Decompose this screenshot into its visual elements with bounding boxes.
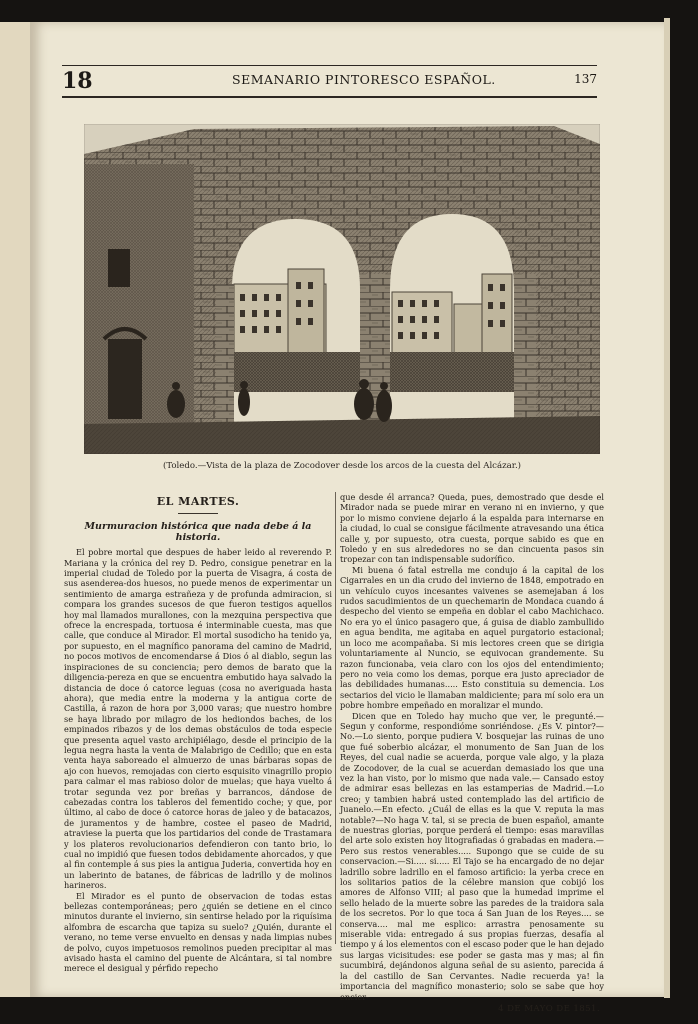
illustration-caption: (Toledo.—Vista de la plaza de Zocodover desde los arcos de la cuesta del Alcázar.) xyxy=(162,461,522,471)
issue-number: 18 xyxy=(62,68,93,94)
page-number: 137 xyxy=(574,72,597,86)
left-paragraph: El Mirador es el punto de observacion de todas estas bellezas contemporáneas; pero ¿quién se detiene en el cinco minutos durante el invierno, sin sentirse helado por la riquísima alfombra de escarcha que tapiza su suelo? ¿Quién, durante el verano, no teme verse envuelto en densas y nada limpias nubes de polvo, cuyos impetuosos remolinos pueden precipitar al mas avisado hasta el camino del puente de Alcántara, si tal nombre merece el desigual y pérfido repecho xyxy=(64,890,332,974)
issue-date: 4 DE MAYO DE 1851. xyxy=(498,1003,600,1014)
header-bottom-rule xyxy=(62,96,597,98)
right-paragraph: que desde él arranca? Queda, pues, demostrado que desde el Mirador nada se puede mirar en verano ni en invierno, y que por lo mismo conviene dejarlo á la espalda para internarse en la ciudad, lo cual se consigue fácilmente atravesando una ética calle y, por supuesto, otra cuesta, porque sabido es que en Toledo y en sus alrededores no se dan cincuenta pasos sin tropezar con tan indispensable sudorífico. xyxy=(340,492,604,565)
article-right-column xyxy=(340,492,604,1014)
right-paragraph: Mi buena ó fatal estrella me condujo á la capital de los Cigarrales en un dia crudo del invierno de 1848, empotrado en un vehículo cuyos incesantes vaivenes se asemejaban á los rudos sacudimientos de un quechemarin de Mondaca cuando á despecho del viento se empeña en doblar el cabo Machichaco. No era yo el único pasagero que, á guisa de diablo zambullido en agua bendita, me agitaba en aquel purgatorio estacional; un loco me acompañaba. Si mis lectores creen que se dirigia voluntariamente al Nuncio, se equivocan grandemente. Su razon funcionaba, veia claro con los ojos del entendimiento; pero no veia como los demas, porque era justo apreciador de las debilidades humanas..... Esto constituia su demencia. Los sectarios del vicio le llamaban maldiciente; para mí solo era un pobre hombre empeñado en moralizar el mundo. xyxy=(340,564,604,711)
page-header xyxy=(62,64,597,94)
journal-title: SEMANARIO PINTORESCO ESPAÑOL. xyxy=(232,72,496,87)
left-paragraph: El pobre mortal que despues de haber leido al reverendo P. Mariana y la crónica del rey D. Pedro, consigue penetrar en la imperial ciudad de Toledo por la puerta de Visagra, á costa de sus asenderea-dos huesos, no puede menos de experimentar un sentimiento de amarga estrañeza y de profunda admiracion, si compara los grandes sucesos de que fueron testigos aquellos hoy mal llamados murallones, con la mezquina perspectiva que ofrece la encrespada, tortuosa é interminable cuesta, mas que calle, que conduce al Mirador. El mortal susodicho ha tenido ya, por supuesto, en el magnífico panorama del camino de Madrid, no pocos motivos de encomendarse á Dios ó al diablo, segun las inspiraciones de su conciencia; pero demos de barato que la diligencia-pereza en que se encuentra embutido haya salvado la distancia de doce ó catorce leguas (cosa no averiguada hasta ahora), que media entre la moderna y la antigua corte de Castilla, á razon de hora por 3,000 varas; que nuestro hombre se haya librado por milagro de los hediondos baches, de los empinados ribazos y de los demas obstáculos de toda especie que presenta aquel vasto archipiélago, desde el principio de la legua negra hasta la venta de Malabrigo de Cedillo; que en esta venta haya saboreado el almuerzo de unas bárbaras sopas de ajo con huevos, remojadas con cierto esquisito vinagrillo propio para calmar el mas rabioso dolor de muelas; que haya vuelto á trotar segunda vez por breñas y barrancos, dándose de cabezadas contra los tableros del fementido coche; y que, por último, al cabo de doce ó catorce horas de jaleo y de batacazos, de juramentos y de hambre, costee el paseo de Madrid, atraviese la puerta que los partidarios del conde de Trastamara y los plateros revolucionarios defendieron con tanto brio, lo cual no impidió que fuesen todos debidamente ahorcados, y que al fin contemple á sus pies la antigua Juderia, convertida hoy en un laberinto de batanes, de fábricas de ladrillo y de molinos harineros. xyxy=(64,547,332,891)
article-subtitle: Murmuracion histórica que nada debe á la historia. xyxy=(84,521,312,543)
toledo-engraving xyxy=(84,124,600,454)
column-divider xyxy=(335,492,336,944)
article-left-column xyxy=(64,492,332,974)
page-edge xyxy=(664,18,670,998)
article-title: EL MARTES. xyxy=(156,495,240,508)
title-rule xyxy=(178,513,218,514)
right-paragraph: Dicen que en Toledo hay mucho que ver, le pregunté.—Segun y conforme, respondióme sonriéndose. ¿Es V. pintor?—No.—Lo siento, porque pudiera V. bosquejar las ruinas de uno que fué soberbio alcázar, el monumento de San Juan de los Reyes, del cual nadie se acuerda, porque vale algo, y la plaza de Zocodover, de la cual se acuerdan demasiado los que una vez la han visto, por lo mismo que nada vale.— Cansado estoy de admirar esas bellezas en las estamperias de Madrid.—Lo creo; y tambien habrá usted contemplado las del artificio de Juanelo.—En efecto. ¿Cuál de ellas es la que V. reputa la mas notable?—No haga V. tal, si se precia de buen español, amante de nuestras glorias, porque perderá el tiempo: esas maravillas del arte solo existen hoy litografiadas ó grabadas en madera.—Pero sus restos venerables..... Supongo que se cuide de su conservacion.—Si..... si..... El Tajo se ha encargado de no dejar ladrillo sobre ladrillo en el famoso artificio: la yerba crece en los solitarios patios de la célebre mansion que cobijó los amores de Alfonso VIII; al paso que la humedad imprime el sello helado de la muerte sobre las paredes de la traidora sala de los secretos. Por lo que toca á San Juan de los Reyes.... se conserva.... mal me esplico: arrastra penosamente su miserable vida: entregado á sus propias fuerzas, desafía al tiempo y á los elementos con el escaso poder que le han dejado sus largas vicisitudes: ese poder se gasta mas y mas; al fin sucumbirá, dejándonos alguna señal de su asiento, parecida á la del castillo de San Cervantes. Nadie recuerda ya! la importancia del magnífico monasterio; solo se sabe que hoy encier- xyxy=(340,710,604,1002)
previous-page-edge xyxy=(0,22,30,997)
